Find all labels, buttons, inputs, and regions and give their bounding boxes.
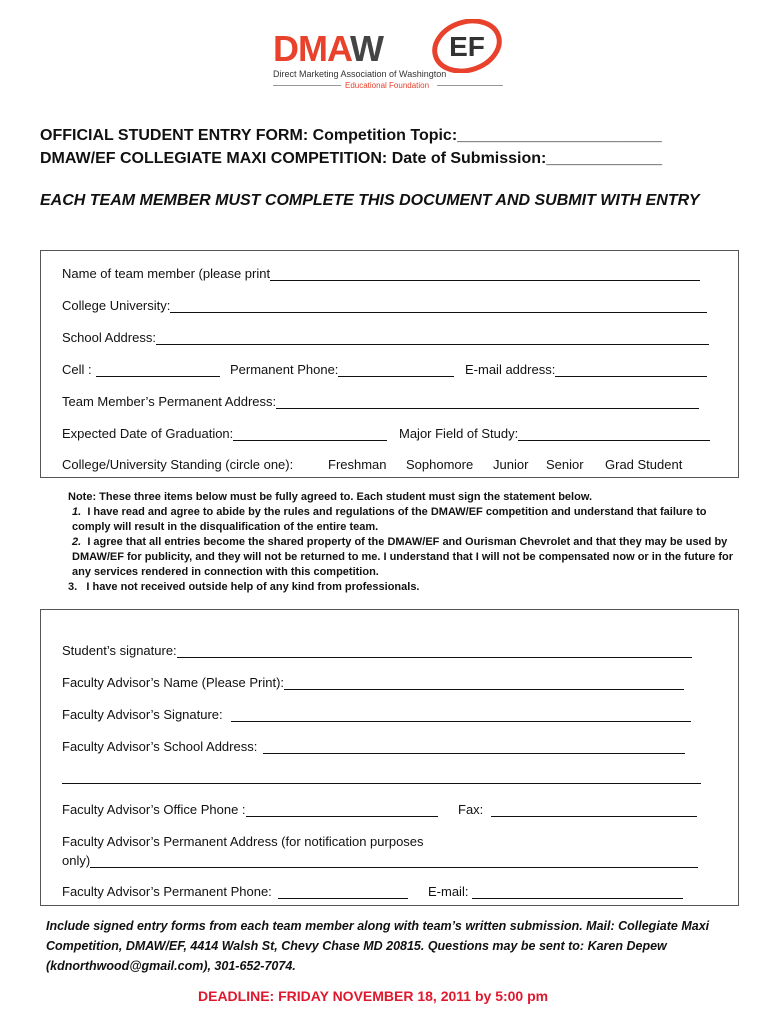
permanent-phone-field[interactable]: Permanent Phone:: [230, 362, 454, 377]
dmaw-ef-logo: [265, 15, 515, 95]
notes-block: [68, 490, 738, 595]
permanent-address-field[interactable]: Team Member’s Permanent Address:: [62, 394, 699, 409]
college-blank[interactable]: [170, 299, 707, 313]
deadline-notice: DEADLINE: FRIDAY NOVEMBER 18, 2011 by 5:00 pm: [198, 988, 549, 1004]
advisor-permanent-phone-blank[interactable]: [278, 885, 408, 899]
advisor-permanent-address-label: Faculty Advisor’s Permanent Address (for notification purposes: [62, 834, 424, 849]
fax-blank[interactable]: [491, 803, 697, 817]
note-item-3: 3. I have not received outside help of any kind from professionals.: [68, 581, 420, 593]
office-phone-blank[interactable]: [246, 803, 438, 817]
graduation-field[interactable]: Expected Date of Graduation:: [62, 426, 387, 441]
school-address-field[interactable]: School Address:: [62, 330, 709, 345]
major-blank[interactable]: [518, 427, 710, 441]
email-field[interactable]: E-mail address:: [465, 362, 707, 377]
logo-ef-text: EF: [449, 31, 485, 62]
student-signature-blank[interactable]: [177, 644, 692, 658]
student-signature-field[interactable]: Student’s signature:: [62, 643, 692, 658]
advisor-name-blank[interactable]: [284, 676, 684, 690]
note-item-1: 1. I have read and agree to abide by the rules and regulations of the DMAW/EF competition and understand that failure to comply will result in the disqualification of the entire team.: [72, 506, 707, 533]
office-phone-field[interactable]: Faculty Advisor’s Office Phone :: [62, 802, 438, 817]
name-field[interactable]: Name of team member (please print: [62, 266, 700, 281]
college-field[interactable]: College University:: [62, 298, 707, 313]
logo-wordmark: DMAW: [273, 28, 383, 69]
instruction-heading: EACH TEAM MEMBER MUST COMPLETE THIS DOCUMENT AND SUBMIT WITH ENTRY: [40, 192, 700, 209]
logo-org-name: Direct Marketing Association of Washington: [273, 69, 447, 79]
advisor-name-field[interactable]: Faculty Advisor’s Name (Please Print):: [62, 675, 684, 690]
advisor-signature-field[interactable]: Faculty Advisor’s Signature:: [62, 707, 691, 722]
form-title-line1: OFFICIAL STUDENT ENTRY FORM: Competition Topic:_______________________: [40, 127, 662, 144]
ef-emblem-icon: [431, 19, 503, 73]
advisor-permanent-address-blank[interactable]: [90, 854, 698, 868]
advisor-permanent-address-field[interactable]: only): [62, 853, 698, 868]
advisor-email-blank[interactable]: [472, 885, 683, 899]
standing-option-senior[interactable]: Senior: [546, 457, 584, 472]
cell-blank[interactable]: [96, 363, 220, 377]
standing-option-sophomore[interactable]: Sophomore: [406, 457, 474, 472]
note-item-2: 2. I agree that all entries become the shared property of the DMAW/EF and Ourisman Chevrolet and that they may be used by DMAW/EF for publicity, and they will not be returned to me. I understand that I will not be compensated now or in the future for any services rendered in connection with this competition.: [72, 536, 734, 578]
name-blank[interactable]: [270, 267, 700, 281]
graduation-blank[interactable]: [233, 427, 387, 441]
notes-intro: Note: These three items below must be fully agreed to. Each student must sign the statement below.: [68, 491, 593, 503]
logo-divider-right: [437, 85, 503, 86]
permanent-address-blank[interactable]: [276, 395, 699, 409]
school-address-blank[interactable]: [156, 331, 709, 345]
advisor-school-address-field[interactable]: Faculty Advisor’s School Address:: [62, 739, 685, 754]
major-field[interactable]: Major Field of Study:: [399, 426, 710, 441]
advisor-signature-blank[interactable]: [231, 708, 691, 722]
logo-divider-left: [273, 85, 341, 86]
logo-foundation: Educational Foundation: [345, 81, 430, 90]
email-blank[interactable]: [555, 363, 707, 377]
standing-option-junior[interactable]: Junior: [493, 457, 529, 472]
standing-label: College/University Standing (circle one):: [62, 457, 294, 472]
form-title-line2: DMAW/EF COLLEGIATE MAXI COMPETITION: Date of Submission:_____________: [40, 150, 663, 167]
advisor-school-address-line2[interactable]: [62, 783, 701, 784]
advisor-permanent-phone-field[interactable]: Faculty Advisor’s Permanent Phone:: [62, 884, 408, 899]
fax-field[interactable]: Fax:: [458, 802, 697, 817]
advisor-email-field[interactable]: E-mail:: [428, 884, 683, 899]
advisor-school-address-blank[interactable]: [263, 740, 685, 754]
standing-option-grad-student[interactable]: Grad Student: [605, 457, 683, 472]
standing-option-freshman[interactable]: Freshman: [328, 457, 387, 472]
cell-field[interactable]: Cell :: [62, 362, 220, 377]
permanent-phone-blank[interactable]: [338, 363, 454, 377]
submission-instructions: Include signed entry forms from each team member along with team’s written submission. Mail: Collegiate Maxi Competition, DMAW/EF, 4414 Walsh St, Chevy Chase MD 20815. Questions may be sent to: Karen Depew (kdnorthwood@gmail.com), 301-652-7074.: [46, 919, 710, 973]
